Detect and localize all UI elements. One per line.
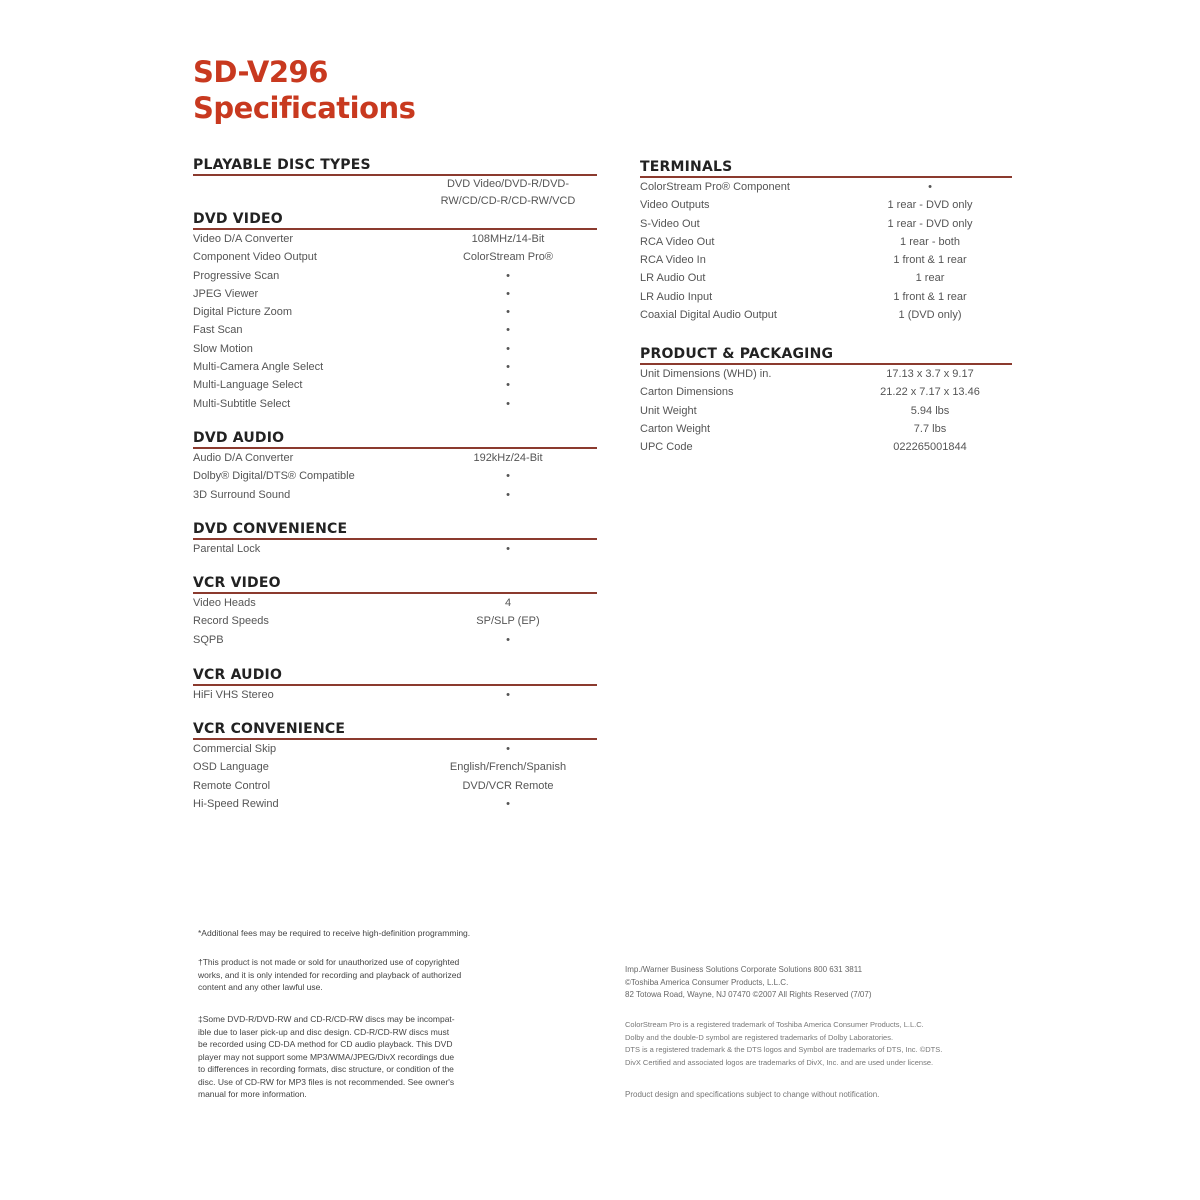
spec-row: [193, 358, 597, 376]
spec-value: 192kHz/24-Bit: [473, 452, 543, 464]
spec-label: [193, 176, 413, 212]
spec-value: 1 rear: [915, 272, 945, 285]
spec-row: [640, 251, 1012, 269]
spec-label: Fast Scan: [193, 324, 243, 337]
spec-row: [193, 395, 597, 413]
spec-label: Digital Picture Zoom: [193, 306, 293, 319]
spec-value: DVD/VCR Remote: [462, 779, 554, 792]
spec-value: 21.22 x 7.17 x 13.46: [880, 386, 980, 399]
spec-value: 17.13 x 3.7 x 9.17: [886, 368, 974, 380]
spec-value: DVD Video/DVD-R/DVD- RW/CD/CD-R/CD-RW/VCD: [440, 178, 576, 207]
spec-row: [640, 269, 1012, 287]
feature-bullet: •: [506, 342, 510, 355]
spec-row: [193, 303, 597, 321]
spec-row: [640, 215, 1012, 233]
spec-section: [193, 157, 597, 212]
spec-row: [640, 196, 1012, 214]
spec-label: LR Audio Input: [640, 290, 713, 303]
spec-row: [640, 288, 1012, 306]
spec-label: Unit Dimensions (WHD) in.: [640, 368, 772, 380]
spec-label: Hi-Speed Rewind: [193, 797, 279, 810]
spec-row: [193, 248, 597, 266]
spec-value: 022265001844: [893, 441, 967, 454]
spec-row: [640, 365, 1012, 383]
spec-row: [193, 777, 597, 795]
spec-label: OSD Language: [193, 761, 269, 774]
spec-label: LR Audio Out: [640, 272, 706, 285]
spec-section: [193, 430, 597, 504]
spec-label: HiFi VHS Stereo: [193, 689, 274, 701]
spec-row: [193, 449, 597, 467]
feature-bullet: •: [506, 269, 510, 282]
spec-label: Component Video Output: [193, 251, 317, 264]
spec-row: [193, 631, 597, 649]
spec-label: Slow Motion: [193, 342, 253, 355]
footnote-3: ‡Some DVD-R/DVD-RW and CD-R/CD-RW discs may be incompat- ible due to laser pick-up and disc design. CD-R/CD-RW discs must be recorded using CD-DA method for CD audio playback. This DVD player may not support some MP3/WMA/JPEG/DivX recordings due to differences in recording formats, disc structure, or condition of the disc. Use of CD-RW for MP3 files is not recommended. See owner's manual for more information.: [198, 1014, 455, 1099]
spec-row: [640, 402, 1012, 420]
spec-label: 3D Surround Sound: [193, 488, 291, 501]
spec-section: [640, 159, 1012, 324]
spec-row: [193, 758, 597, 776]
section-heading: PLAYABLE DISC TYPES: [193, 157, 597, 176]
spec-section: [193, 211, 597, 413]
spec-row: [193, 230, 597, 248]
feature-bullet: •: [506, 470, 510, 483]
feature-bullet: •: [506, 743, 510, 755]
spec-row: [193, 176, 597, 212]
feature-bullet: •: [506, 306, 510, 319]
feature-bullet: •: [506, 287, 510, 300]
spec-row: [193, 467, 597, 485]
spec-row: [193, 285, 597, 303]
section-heading: DVD AUDIO: [193, 430, 597, 449]
spec-row: [640, 306, 1012, 324]
spec-label: Remote Control: [193, 779, 271, 792]
spec-value: 1 rear - both: [900, 235, 960, 248]
section-heading: VCR AUDIO: [193, 667, 597, 686]
section-heading: VCR CONVENIENCE: [193, 721, 597, 740]
spec-label: Audio D/A Converter: [193, 452, 294, 464]
spec-value: 1 (DVD only): [898, 309, 962, 322]
spec-label: Progressive Scan: [193, 269, 280, 282]
feature-bullet: •: [506, 797, 510, 810]
page-title: Specifications: [193, 91, 416, 125]
spec-row: [640, 438, 1012, 456]
feature-bullet: •: [506, 633, 510, 646]
spec-label: Video D/A Converter: [193, 233, 294, 245]
spec-row: [640, 383, 1012, 401]
company-info: Imp./Warner Business Solutions Corporate Solutions 800 631 3811 ©Toshiba America Consumer Products, L.L.C. 82 Totowa Road, Wayne, NJ 07470 ©2007 All Rights Reserved (7/07): [625, 965, 872, 999]
spec-label: UPC Code: [640, 441, 693, 454]
spec-label: Video Heads: [193, 597, 256, 609]
spec-label: Dolby® Digital/DTS® Compatible: [193, 470, 355, 483]
spec-section: [193, 575, 597, 649]
spec-row: [193, 267, 597, 285]
spec-label: Carton Weight: [640, 422, 711, 435]
footnote-1: *Additional fees may be required to receive high-definition programming.: [198, 928, 471, 938]
section-heading: DVD CONVENIENCE: [193, 521, 597, 540]
spec-label: SQPB: [193, 633, 224, 646]
spec-row: [640, 178, 1012, 196]
spec-row: [193, 795, 597, 813]
feature-bullet: •: [928, 181, 932, 193]
model-title: SD-V296: [193, 55, 328, 89]
spec-label: Multi-Language Select: [193, 379, 303, 392]
spec-value: 5.94 lbs: [910, 404, 950, 417]
feature-bullet: •: [506, 324, 510, 337]
spec-row: [193, 486, 597, 504]
spec-label: Parental Lock: [193, 543, 261, 555]
spec-row: [640, 420, 1012, 438]
spec-value: 1 front & 1 rear: [893, 254, 967, 267]
spec-label: Carton Dimensions: [640, 386, 734, 399]
spec-label: S-Video Out: [640, 217, 700, 230]
spec-value: 1 front & 1 rear: [893, 290, 967, 303]
section-heading: PRODUCT & PACKAGING: [640, 346, 1012, 365]
spec-section: [640, 346, 1012, 456]
feature-bullet: •: [506, 543, 510, 555]
spec-label: Commercial Skip: [193, 743, 277, 755]
section-heading: DVD VIDEO: [193, 211, 597, 230]
spec-section: [193, 721, 597, 813]
spec-value: ColorStream Pro®: [462, 251, 554, 264]
spec-value: 1 rear - DVD only: [887, 199, 973, 212]
spec-label: Multi-Subtitle Select: [193, 397, 291, 410]
section-heading: TERMINALS: [640, 159, 1012, 178]
spec-section: [193, 667, 597, 704]
spec-row: [193, 686, 597, 704]
spec-section: [193, 521, 597, 558]
section-heading: VCR VIDEO: [193, 575, 597, 594]
spec-label: Coaxial Digital Audio Output: [640, 309, 777, 322]
spec-value: 108MHz/14-Bit: [471, 233, 545, 245]
spec-row: [193, 740, 597, 758]
spec-value: English/French/Spanish: [449, 761, 567, 774]
spec-label: Multi-Camera Angle Select: [193, 361, 324, 374]
spec-value: 1 rear - DVD only: [887, 217, 973, 230]
spec-label: RCA Video In: [640, 254, 706, 267]
spec-label: Unit Weight: [640, 404, 697, 417]
feature-bullet: •: [506, 361, 510, 374]
spec-value: 7.7 lbs: [913, 422, 947, 435]
spec-value: 4: [504, 597, 512, 609]
spec-row: [193, 612, 597, 630]
spec-label: JPEG Viewer: [193, 287, 259, 300]
feature-bullet: •: [506, 488, 510, 501]
spec-row: [193, 340, 597, 358]
spec-value: SP/SLP (EP): [476, 615, 540, 628]
feature-bullet: •: [506, 379, 510, 392]
trademark-notes: ColorStream Pro is a registered trademark of Toshiba America Consumer Products, L.L.C. Dolby and the double-D symbol are registered trademarks of Dolby Laboratories. DTS is a registered trademark & the DTS logos and Symbol are trademarks of DTS, Inc. ©DTS. DivX Certified and associated logos are trademarks of DivX, Inc. and are used under license.: [625, 1020, 943, 1067]
spec-row: [640, 233, 1012, 251]
spec-label: ColorStream Pro® Component: [640, 181, 790, 193]
spec-row: [193, 376, 597, 394]
disclaimer: Product design and specifications subject to change without notification.: [625, 1090, 880, 1099]
feature-bullet: •: [506, 689, 510, 701]
footnote-2: †This product is not made or sold for unauthorized use of copyrighted works, and it is only intended for recording and playback of authorized content and any other lawful use.: [198, 957, 462, 992]
spec-label: Video Outputs: [640, 199, 710, 212]
spec-row: [193, 321, 597, 339]
spec-row: [193, 594, 597, 612]
spec-label: Record Speeds: [193, 615, 269, 628]
spec-row: [193, 540, 597, 558]
spec-label: RCA Video Out: [640, 235, 715, 248]
feature-bullet: •: [506, 397, 510, 410]
